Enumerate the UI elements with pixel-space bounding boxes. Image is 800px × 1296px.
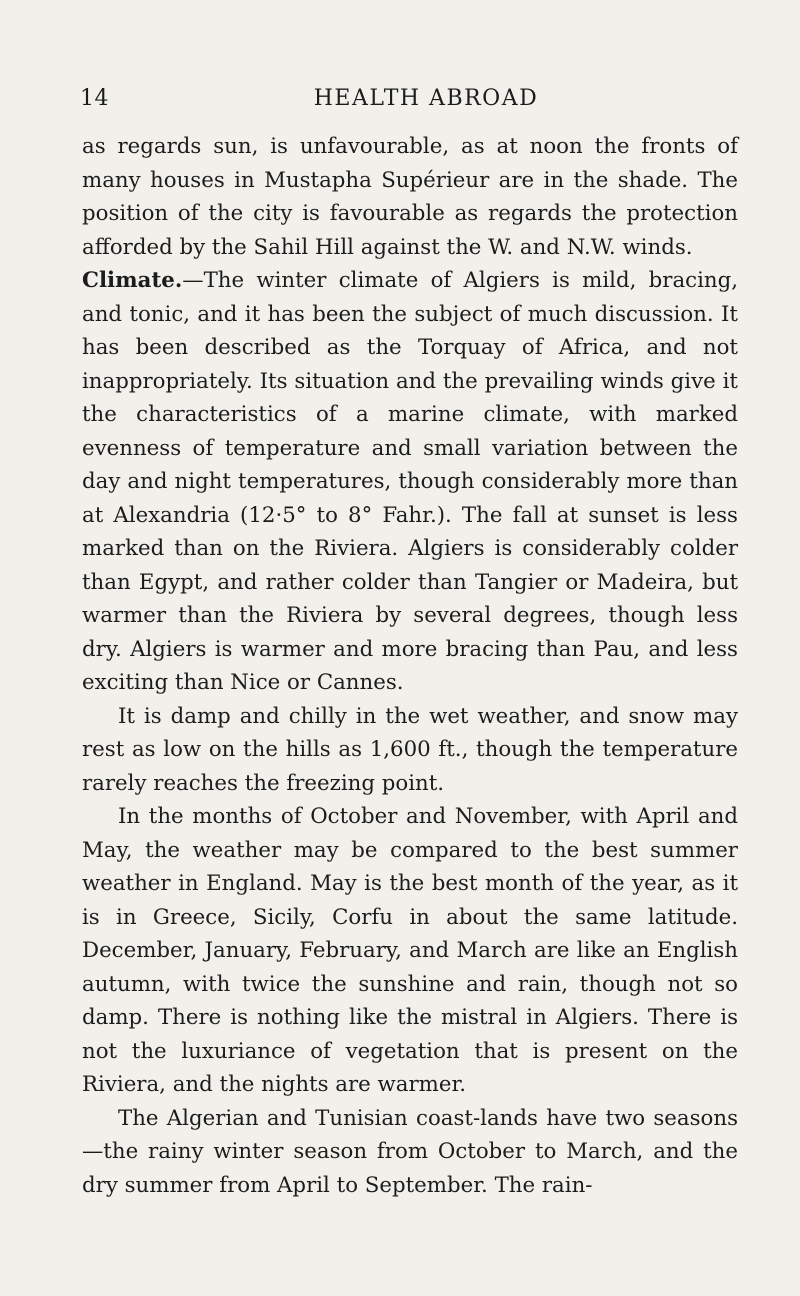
paragraph-text: In the months of October and November, with April and May, the weather may be compared to the best summer weather in England. May is the best month of the year, as it is in Greece, Sicily, Corfu in about the same latitude. December, January, February, and March are like an English autumn, with twice the sunshine and rain, though not so damp. There is nothing like the mistral in Algiers. There is not the luxuriance of vegetation that is present on the Riviera, and the nights are warmer. <box>82 804 738 1097</box>
paragraph-climate <box>82 264 738 700</box>
paragraph-text: —The winter climate of Algiers is mild, bracing, and tonic, and it has been the subject of much discussion. It has been described as the Torquay of Africa, and not inappropriately. Its situation and the prevailing winds give it the characteristics of a marine climate, with marked evenness of temperature and small variation between the day and night temperatures, though considerably more than at Alexandria (12·5° to 8° Fahr.). The fall at sunset is less marked than on the Riviera. Algiers is considerably colder than Egypt, and rather colder than Tangier or Madeira, but warmer than the Riviera by several degrees, though less dry. Algiers is warmer and more bracing than Pau, and less exciting than Nice or Cannes. <box>82 268 738 695</box>
section-heading-climate: Climate. <box>82 268 183 293</box>
paragraph-coast-seasons <box>82 1102 738 1203</box>
paragraph-text: It is damp and chilly in the wet weather, and snow may rest as low on the hills as 1,600 ft., though the temperature rarely reaches the freezing point. <box>82 703 738 796</box>
page-number: 14 <box>80 86 109 111</box>
running-title: HEALTH ABROAD <box>313 86 539 111</box>
paragraph-seasonal-months <box>82 800 738 1102</box>
body-text <box>82 130 738 1202</box>
paragraph-text: The Algerian and Tunisian coast-lands have two seasons—the rainy winter season from October to March, and the dry summer from April to September. The rain- <box>82 1105 738 1198</box>
paragraph-damp-weather <box>82 700 738 801</box>
running-head <box>80 86 740 116</box>
paragraph-text: as regards sun, is unfavourable, as at noon the fronts of many houses in Mustapha Supérieur are in the shade. The position of the city is favourable as regards the protection afforded by the Sahil Hill against the W. and N.W. winds. <box>82 134 738 260</box>
paragraph-continuation <box>82 130 738 264</box>
